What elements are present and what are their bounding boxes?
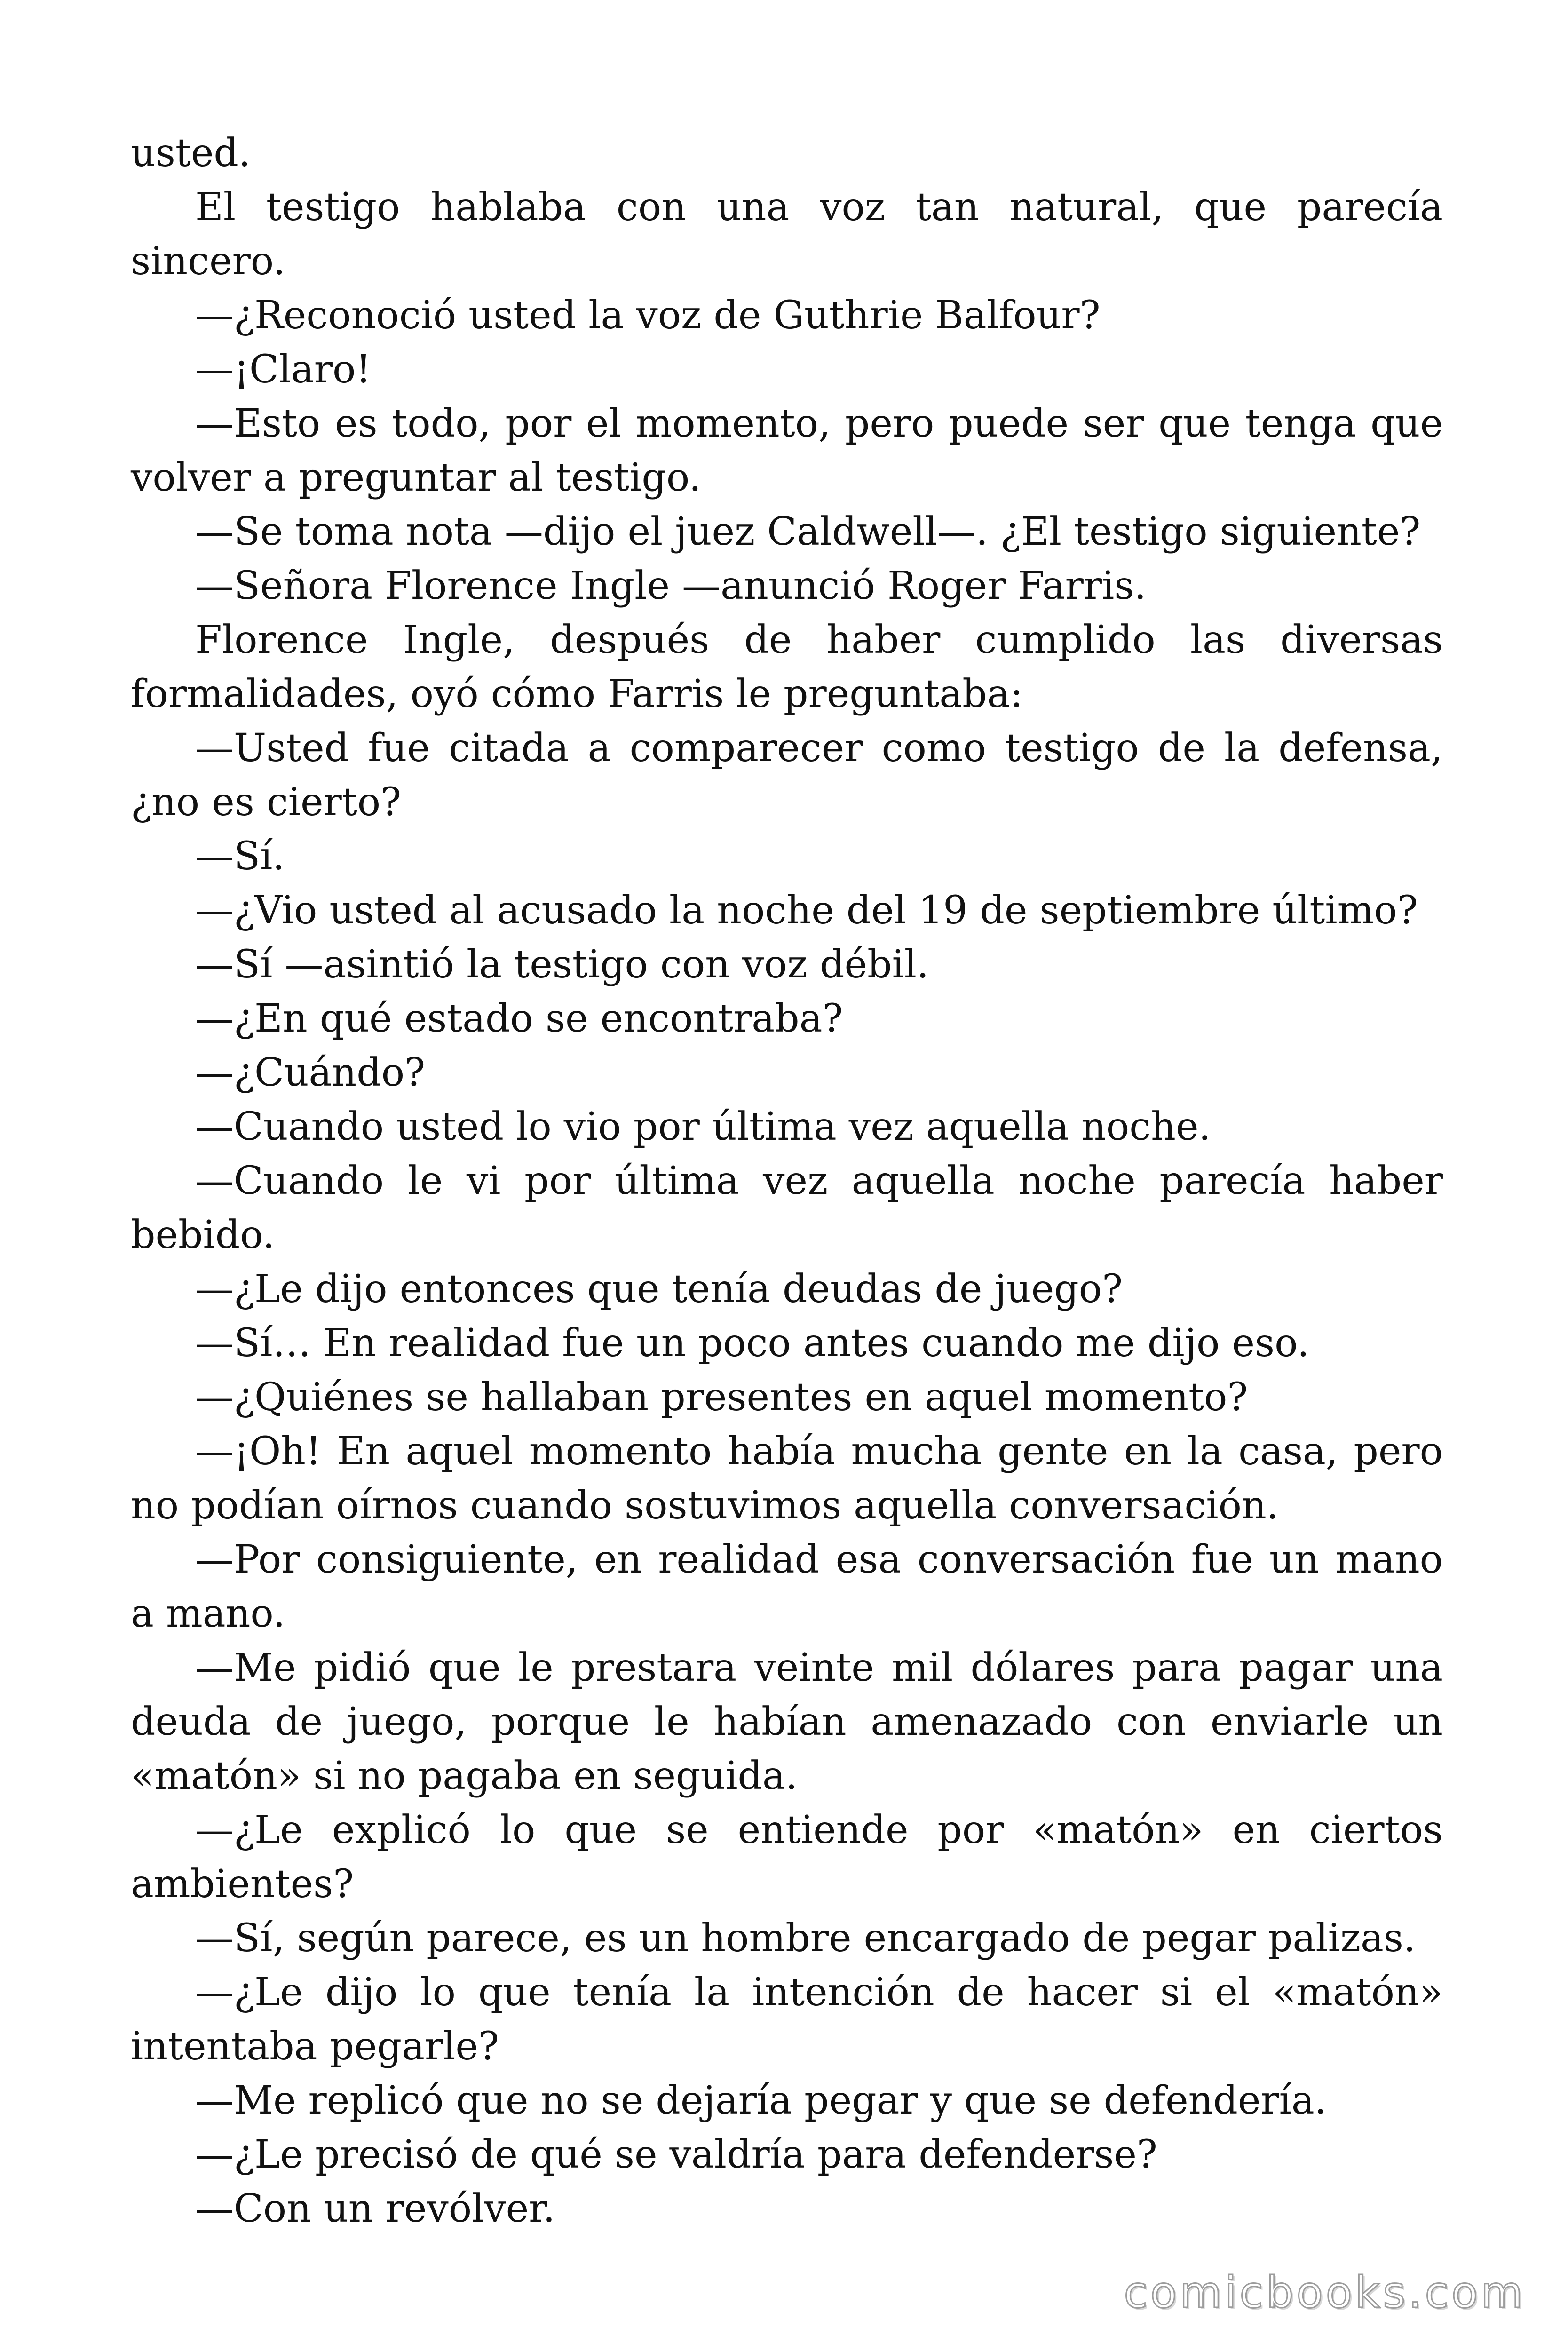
paragraph: —¿Reconoció usted la voz de Guthrie Balfour?	[195, 293, 1101, 338]
paragraph: —Sí —asintió la testigo con voz débil.	[195, 942, 929, 987]
paragraph: —Me pidió que le prestara veinte mil dólares para pagar una deuda de juego, porque le habían amenazado con enviarle un «matón» si no pagaba en seguida.	[131, 1645, 1443, 1798]
paragraph: —Sí… En realidad fue un poco antes cuando me dijo eso.	[195, 1321, 1310, 1366]
paragraph: —¡Oh! En aquel momento había mucha gente en la casa, pero no podían oírnos cuando sostuvimos aquella conversación.	[131, 1429, 1443, 1528]
watermark: comicbooks.com	[1124, 2267, 1526, 2318]
paragraph: —¿Le dijo lo que tenía la intención de hacer si el «matón» intentaba pegarle?	[131, 1970, 1443, 2069]
paragraph: —Se toma nota —dijo el juez Caldwell—. ¿El testigo siguiente?	[195, 509, 1421, 554]
paragraph: —¿Quiénes se hallaban presentes en aquel momento?	[195, 1375, 1248, 1420]
paragraph: —Con un revólver.	[195, 2186, 555, 2231]
paragraph: —Esto es todo, por el momento, pero puede ser que tenga que volver a preguntar al testigo.	[131, 401, 1443, 500]
paragraph: —Me replicó que no se dejaría pegar y que se defendería.	[195, 2078, 1327, 2123]
paragraph: —¿En qué estado se encontraba?	[195, 996, 843, 1041]
paragraph: El testigo hablaba con una voz tan natural, que parecía sincero.	[131, 185, 1443, 284]
paragraph: —Señora Florence Ingle —anunció Roger Farris.	[195, 564, 1147, 608]
paragraph: —Por consiguiente, en realidad esa conversación fue un mano a mano.	[131, 1537, 1443, 1636]
paragraph: —Cuando le vi por última vez aquella noche parecía haber bebido.	[131, 1159, 1443, 1257]
paragraph: —¿Le dijo entonces que tenía deudas de juego?	[195, 1267, 1123, 1311]
body-text	[131, 126, 1443, 2236]
paragraph: —Usted fue citada a comparecer como testigo de la defensa, ¿no es cierto?	[131, 726, 1443, 825]
paragraph: usted.	[131, 131, 251, 175]
paragraph: —Sí, según parece, es un hombre encargado de pegar palizas.	[195, 1916, 1416, 1961]
paragraph: —¿Le precisó de qué se valdría para defenderse?	[195, 2132, 1157, 2177]
paragraph: Florence Ingle, después de haber cumplido las diversas formalidades, oyó cómo Farris le preguntaba:	[131, 618, 1443, 716]
paragraph: —¡Claro!	[195, 347, 372, 392]
paragraph: —¿Cuándo?	[195, 1050, 426, 1095]
paragraph: —¿Le explicó lo que se entiende por «matón» en ciertos ambientes?	[131, 1808, 1443, 1907]
paragraph: —Cuando usted lo vio por última vez aquella noche.	[195, 1104, 1211, 1149]
paragraph: —¿Vio usted al acusado la noche del 19 de septiembre último?	[195, 888, 1418, 933]
paragraph: —Sí.	[195, 834, 285, 879]
